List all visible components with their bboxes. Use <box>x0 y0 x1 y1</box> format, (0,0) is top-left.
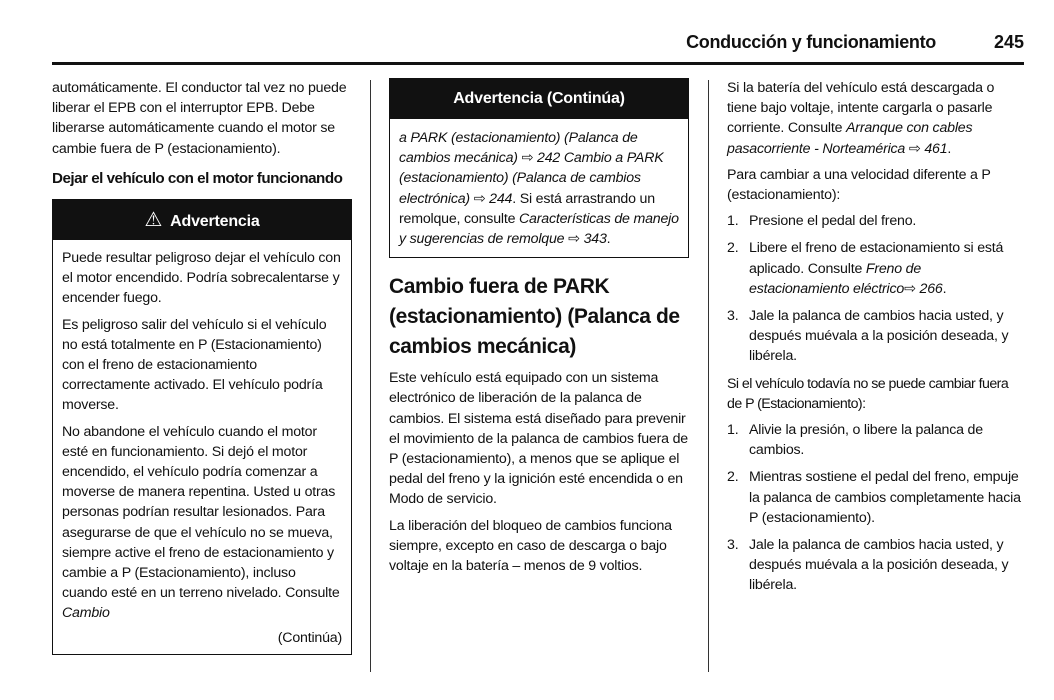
page-header <box>52 28 1024 65</box>
page-ref[interactable]: 242 <box>537 150 561 167</box>
body-paragraph-still-stuck: Si el vehículo todavía no se puede cambiar fuera de P (Estacionamiento): <box>727 375 1009 412</box>
warning-box <box>52 199 352 655</box>
punctuation: . <box>942 280 947 297</box>
column-1 <box>52 78 352 655</box>
warning-text: . Si está arrastrando un remolque, consulte <box>399 190 655 227</box>
warning-paragraph-1: Puede resultar peligroso dejar el vehículo con el motor encendido. Podría sobrecalentarse y encender fuego. <box>62 250 341 307</box>
warning-body <box>53 240 351 654</box>
list-item <box>727 420 1025 460</box>
page-ref-arrow-icon: ⇨ <box>473 190 486 207</box>
list-item <box>727 535 1025 596</box>
cross-reference-link[interactable]: Freno de estacionamiento eléctrico <box>749 260 922 297</box>
page-ref-arrow-icon: ⇨ <box>908 140 921 157</box>
column-2 <box>389 78 689 582</box>
warning-body-continued <box>390 119 688 257</box>
warning-header <box>53 200 351 240</box>
column-3 <box>727 78 1025 603</box>
continued-label: (Continúa) <box>277 629 342 646</box>
body-paragraph-battery <box>727 78 1025 159</box>
section-title: Conducción y funcionamiento <box>686 32 936 52</box>
battery-text: Si la batería del vehículo está descargada o tiene bajo voltaje, intente cargarla o pasarle corriente. Consulte <box>727 80 995 137</box>
subheading: Dejar el vehículo con el motor funcionando <box>52 169 343 187</box>
list-item-text: Alivie la presión, o libere la palanca de cambios. <box>749 422 983 459</box>
warning-header-continued: Advertencia (Continúa) <box>390 79 688 119</box>
page-ref[interactable]: 343 <box>583 231 607 248</box>
column-divider-left <box>370 80 371 672</box>
page-ref-arrow-icon: ⇨ <box>568 231 580 248</box>
list-item-text: Presione el pedal del freno. <box>749 213 917 230</box>
list-number: 3. <box>727 308 739 325</box>
list-item-text: Jale la palanca de cambios hacia usted, y después muévala a la posición deseada, y libérela. <box>749 537 1009 594</box>
cross-reference-link[interactable]: Cambio a PARK (estacionamiento) (Palanca de cambios electrónica) <box>399 150 664 207</box>
cross-reference-link[interactable]: Arranque con cables pasacorriente - Norteamérica <box>727 120 973 157</box>
warning-title: Advertencia <box>170 213 260 231</box>
list-item <box>727 306 1025 367</box>
cross-reference-link[interactable]: Cambio <box>62 605 110 622</box>
cross-reference-link[interactable]: Características de manejo y sugerencias de remolque <box>399 210 679 248</box>
cross-reference-link[interactable]: a PARK (estacionamiento) (Palanca de cambios mecánica) <box>399 130 638 167</box>
warning-paragraph-3 <box>62 422 342 624</box>
list-item-text: Mientras sostiene el pedal del freno, empuje la palanca de cambios completamente hacia P (estacionamiento). <box>749 469 1021 526</box>
body-paragraph-1: Este vehículo está equipado con un sistema electrónico de liberación de la palanca de cambios. El sistema está diseñado para prevenir el movimiento de la palanca de cambios fuera de P (estacionamiento), a menos que se aplique el pedal del freno y la ignición esté encendida o en Modo de servicio. <box>389 370 688 508</box>
page-ref[interactable]: 266 <box>919 280 943 297</box>
warning-paragraph-2: Es peligroso salir del vehículo si el vehículo no está totalmente en P (Estacionamiento) con el freno de estacionamiento correctamente activado. El vehículo podría moverse. <box>62 316 327 414</box>
list-number: 1. <box>727 213 739 230</box>
page-ref-arrow-icon: ⇨ <box>521 150 534 167</box>
list-item-text: Libere el freno de estacionamiento si está aplicado. Consulte <box>749 240 1004 277</box>
warning-triangle-icon: ⚠ <box>144 209 163 232</box>
warning-box-continued <box>389 78 689 258</box>
punctuation: . <box>606 231 611 248</box>
body-paragraph-2: La liberación del bloqueo de cambios funciona siempre, excepto en caso de descarga o bajo voltaje en la batería – menos de 9 voltios. <box>389 517 672 575</box>
intro-paragraph: automáticamente. El conductor tal vez no puede liberar el EPB con el interruptor EPB. Debe liberarse automáticamente cuando el motor se cambie fuera de P (estacionamiento). <box>52 80 347 157</box>
list-item <box>727 467 1025 528</box>
body-paragraph-shift: Para cambiar a una velocidad diferente a P (estacionamiento): <box>727 166 991 204</box>
column-divider-right <box>708 80 709 672</box>
steps-list-2 <box>727 420 1025 596</box>
warning-paragraph-3-text: No abandone el vehículo cuando el motor esté en funcionamiento. Si dejó el motor encendido, el vehículo podría comenzar a moverse de manera repentina. Usted u otras personas podrían resultar lesionados. Para asegurarse de que el vehículo no se mueva, siempre active el freno de estacionamiento y cambie a P (Estacionamiento), incluso cuando esté en un terreno nivelado. Consulte <box>62 423 340 602</box>
steps-list-1 <box>727 211 1025 366</box>
page-ref-arrow-icon: ⇨ <box>904 280 916 297</box>
page-ref[interactable]: 244 <box>489 190 513 207</box>
list-item <box>727 211 1025 231</box>
page-number: 245 <box>993 32 1024 52</box>
list-item-text: Jale la palanca de cambios hacia usted, y después muévala a la posición deseada, y libérela. <box>749 308 1009 365</box>
list-number: 2. <box>727 469 739 486</box>
list-number: 3. <box>727 537 739 554</box>
page-ref[interactable]: 461 <box>924 140 948 157</box>
list-item <box>727 238 1025 299</box>
list-number: 2. <box>727 240 739 257</box>
section-heading: Cambio fuera de PARK (estacionamiento) (Palanca de cambios mecánica) <box>389 275 680 359</box>
punctuation: . <box>947 140 952 157</box>
list-number: 1. <box>727 422 739 439</box>
